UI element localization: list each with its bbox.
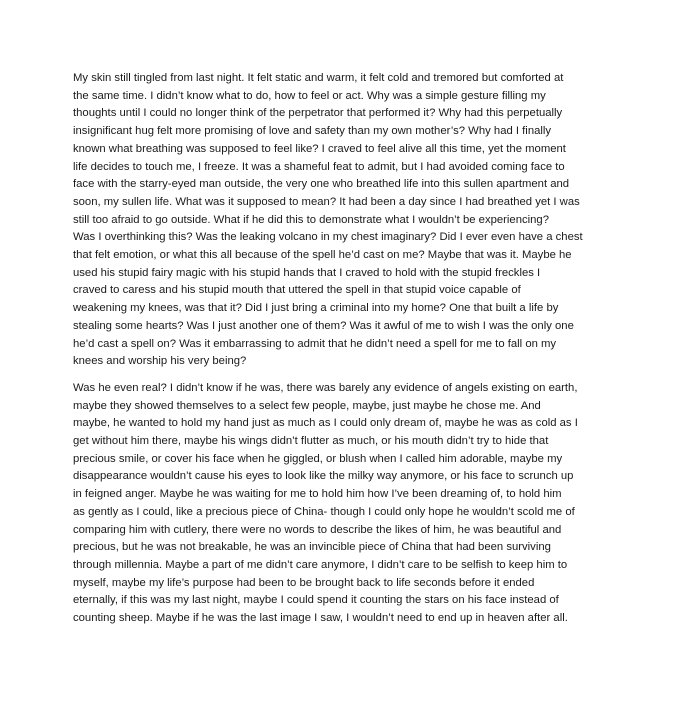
paragraph-1 [73, 70, 609, 371]
paragraph-line: that felt emotion, or what this all because of the spell he’d cast on me? Maybe that was it. Maybe he [73, 249, 572, 262]
paragraph-line: insignificant hug felt more promising of love and safety than my own mother’s? Why had I finally [73, 125, 552, 138]
paragraph-line: eternally, if this was my last night, maybe I could spend it counting the stars on his face instead of [73, 594, 559, 607]
paragraph-line: he’d cast a spell on? Was it embarrassing to admit that he didn’t need a spell for me to fall on my [73, 337, 557, 350]
paragraph-line: counting sheep. Maybe if he was the last image I saw, I wouldn’t need to end up in heaven after all. [73, 612, 568, 625]
paragraph-line: Was he even real? I didn’t know if he was, there was barely any evidence of angels existing on earth, [73, 381, 578, 394]
paragraph-line: known what breathing was supposed to feel like? I craved to feel alive all this time, yet the moment [73, 142, 566, 155]
paragraph-line: as gently as I could, like a precious piece of China- though I could only hope he wouldn’t scold me of [73, 505, 575, 518]
paragraph-line: myself, maybe my life’s purpose had been to be brought back to life seconds before it ended [73, 576, 535, 589]
paragraph-line: maybe, he wanted to hold my hand just as much as I could only dream of, maybe he was as cold as I [73, 417, 578, 430]
paragraph-line: craved to caress and his stupid mouth that uttered the spell in that stupid voice capable of [73, 284, 521, 297]
paragraph-line: precious, but he was not breakable, he was an invincible piece of China that had been surviving [73, 541, 551, 554]
paragraph-line: soon, my sullen life. What was it supposed to mean? It had been a day since I had breathed yet I was [73, 195, 580, 208]
paragraph-line: used his stupid fairy magic with his stupid hands that I craved to hold with the stupid freckles I [73, 266, 541, 279]
paragraph-line: My skin still tingled from last night. It felt static and warm, it felt cold and tremored but comforted at [73, 72, 564, 84]
paragraph-line: maybe they showed themselves to a select few people, maybe, just maybe he chose me. And [73, 399, 541, 412]
document-body [73, 70, 609, 628]
paragraph-line: comparing him with cutlery, there were no words to describe the likes of him, he was beautiful and [73, 523, 562, 536]
paragraph-line: weakening my knees, was that it? Did I just bring a criminal into my home? One that built a life by [73, 302, 559, 315]
paragraph-line: through millennia. Maybe a part of me didn’t care anymore, I didn’t care to be selfish to keep him to [73, 558, 568, 571]
paragraph-line: the same time. I didn’t know what to do, how to feel or act. Why was a simple gesture filling my [73, 89, 546, 102]
paragraph-line: face with the starry-eyed man outside, the very one who breathed life into this sullen apartment and [73, 178, 570, 191]
paragraph-2 [73, 380, 609, 628]
paragraph-line: life decides to touch me, I freeze. It was a shameful feat to admit, but I had avoided coming face to [73, 160, 565, 173]
paragraph-line: disappearance wouldn’t cause his eyes to look like the milky way anymore, or his face to scrunch up [73, 470, 574, 483]
paragraph-line: Was I overthinking this? Was the leaking volcano in my chest imaginary? Did I ever even have a chest [73, 231, 583, 244]
paragraph-line: precious smile, or cover his face when he giggled, or blush when I called him adorable, maybe my [73, 452, 563, 465]
paragraph-line: in feigned anger. Maybe he was waiting for me to hold him how I’ve been dreaming of, to hold him [73, 488, 562, 501]
paragraph-line: get without him there, maybe his wings didn’t flutter as much, or his mouth didn’t try to hide that [73, 435, 549, 448]
paragraph-line: thoughts until I could no longer think of the perpetrator that performed it? Why had this perpetually [73, 107, 563, 120]
paragraph-line: knees and worship his very being? [73, 355, 247, 368]
paragraph-line: still too afraid to go outside. What if he did this to demonstrate what I wouldn’t be experiencing? [73, 213, 549, 226]
paragraph-line: stealing some hearts? Was I just another one of them? Was it awful of me to wish I was the only one [73, 319, 574, 332]
